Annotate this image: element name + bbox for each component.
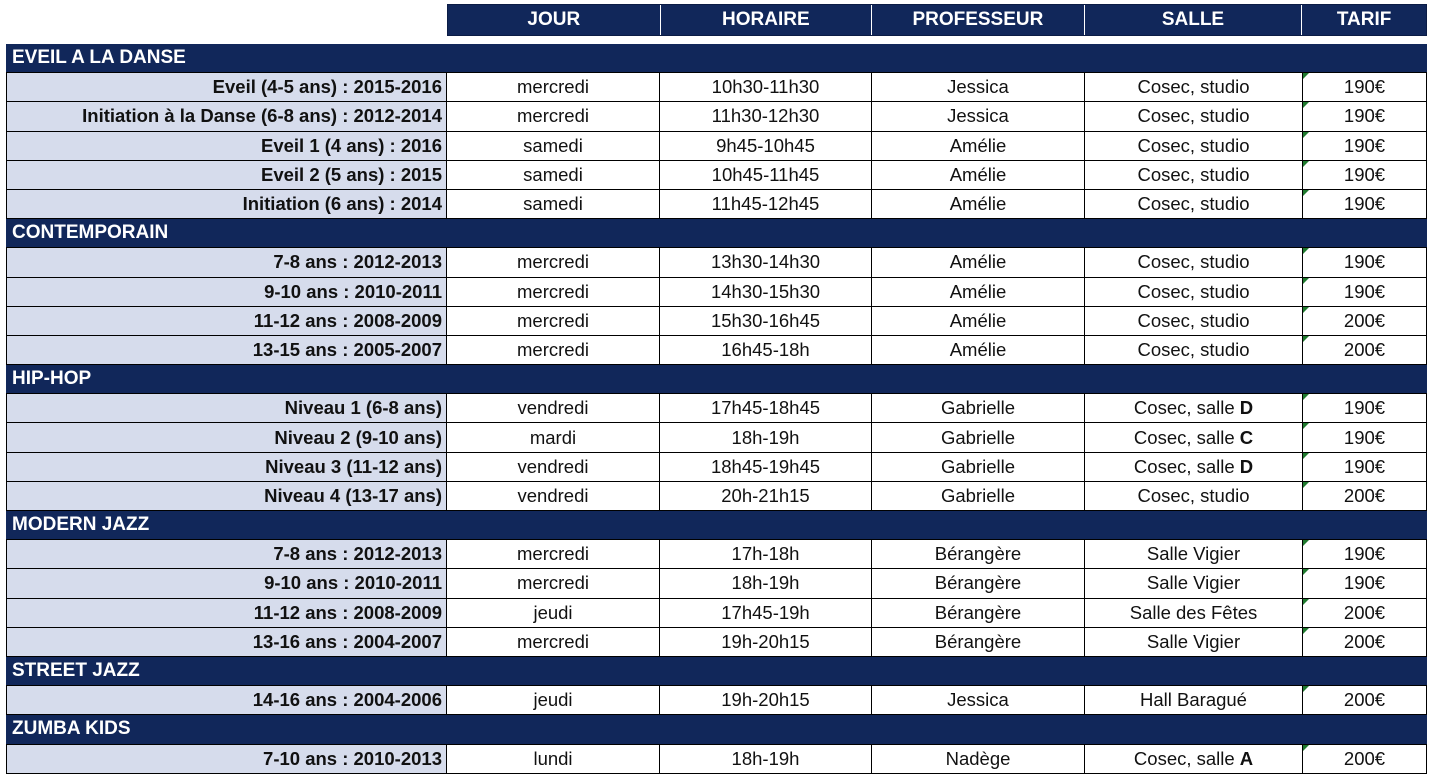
table-row [6, 132, 1427, 161]
horaire-cell: 19h-20h15 [660, 686, 872, 714]
salle-text: Salle des Fêtes [1129, 601, 1258, 623]
class-label-cell: Niveau 2 (9-10 ans) [6, 423, 447, 451]
horaire-cell: 16h45-18h [660, 336, 872, 364]
salle-text: Cosec, studio [1137, 193, 1250, 215]
jour-cell: mercredi [447, 102, 660, 130]
table-row [6, 278, 1427, 307]
section-header: MODERN JAZZ [6, 511, 1427, 540]
professeur-cell: Amélie [872, 132, 1085, 160]
tarif-cell: 190€ [1303, 569, 1427, 597]
section-header: ZUMBA KIDS [6, 715, 1427, 744]
salle-text: Salle Vigier [1146, 572, 1241, 594]
tarif-cell: 190€ [1303, 248, 1427, 276]
jour-cell: lundi [447, 745, 660, 773]
jour-cell: samedi [447, 190, 660, 218]
table-row [6, 73, 1427, 102]
table-row [6, 161, 1427, 190]
salle-text: Cosec, studio [1137, 134, 1250, 156]
class-label-cell: Initiation (6 ans) : 2014 [6, 190, 447, 218]
jour-cell: mercredi [447, 569, 660, 597]
salle-text: Salle Vigier [1146, 543, 1241, 565]
salle-cell [1085, 102, 1303, 130]
salle-cell [1085, 161, 1303, 189]
tarif-cell: 200€ [1303, 336, 1427, 364]
professeur-cell: Jessica [872, 102, 1085, 130]
section-header: EVEIL A LA DANSE [6, 44, 1427, 73]
tarif-cell: 190€ [1303, 278, 1427, 306]
salle-cell [1085, 248, 1303, 276]
jour-cell: mercredi [447, 248, 660, 276]
class-label-cell: Niveau 4 (13-17 ans) [6, 482, 447, 510]
salle-code: D [1239, 397, 1254, 419]
header-tarif: TARIF [1336, 9, 1392, 30]
salle-cell [1085, 482, 1303, 510]
tarif-cell: 190€ [1303, 161, 1427, 189]
professeur-cell: Jessica [872, 686, 1085, 714]
horaire-cell: 18h45-19h45 [660, 453, 872, 481]
section-header: CONTEMPORAIN [6, 219, 1427, 248]
salle-cell [1085, 73, 1303, 101]
class-label-cell: 7-8 ans : 2012-2013 [6, 248, 447, 276]
professeur-cell: Amélie [872, 336, 1085, 364]
horaire-cell: 11h30-12h30 [660, 102, 872, 130]
professeur-cell: Amélie [872, 278, 1085, 306]
professeur-cell: Bérangère [872, 569, 1085, 597]
jour-cell: samedi [447, 161, 660, 189]
professeur-cell: Amélie [872, 248, 1085, 276]
salle-text: Cosec, salle [1133, 426, 1235, 448]
professeur-cell: Bérangère [872, 599, 1085, 627]
table-row [6, 336, 1427, 365]
horaire-cell: 14h30-15h30 [660, 278, 872, 306]
professeur-cell: Amélie [872, 190, 1085, 218]
header-professeur: PROFESSEUR [872, 5, 1085, 35]
jour-cell: vendredi [447, 394, 660, 422]
jour-cell: jeudi [447, 686, 660, 714]
horaire-cell: 10h30-11h30 [660, 73, 872, 101]
table-row [6, 628, 1427, 657]
jour-cell: jeudi [447, 599, 660, 627]
salle-cell [1085, 423, 1303, 451]
professeur-cell: Amélie [872, 307, 1085, 335]
salle-cell [1085, 132, 1303, 160]
salle-cell [1085, 540, 1303, 568]
class-label-cell: 11-12 ans : 2008-2009 [6, 307, 447, 335]
tarif-cell: 190€ [1303, 102, 1427, 130]
jour-cell: mercredi [447, 628, 660, 656]
horaire-cell: 17h45-18h45 [660, 394, 872, 422]
tarif-cell: 190€ [1303, 394, 1427, 422]
professeur-cell: Nadège [872, 745, 1085, 773]
professeur-cell: Bérangère [872, 540, 1085, 568]
table-row [6, 423, 1427, 452]
professeur-cell: Bérangère [872, 628, 1085, 656]
section-header: HIP-HOP [6, 365, 1427, 394]
header-jour: JOUR [448, 5, 661, 35]
salle-text: Hall Baragué [1140, 689, 1247, 711]
salle-cell [1085, 599, 1303, 627]
horaire-cell: 11h45-12h45 [660, 190, 872, 218]
class-label-cell: Initiation à la Danse (6-8 ans) : 2012-2014 [6, 102, 447, 130]
professeur-cell: Gabrielle [872, 482, 1085, 510]
class-label-cell: 7-8 ans : 2012-2013 [6, 540, 447, 568]
horaire-cell: 20h-21h15 [660, 482, 872, 510]
jour-cell: mercredi [447, 307, 660, 335]
horaire-cell: 13h30-14h30 [660, 248, 872, 276]
salle-cell [1085, 394, 1303, 422]
salle-code: C [1239, 426, 1254, 448]
professeur-cell: Gabrielle [872, 423, 1085, 451]
salle-text: Cosec, salle [1133, 455, 1235, 477]
class-label-cell: 13-16 ans : 2004-2007 [6, 628, 447, 656]
tarif-cell: 200€ [1303, 599, 1427, 627]
table-row [6, 599, 1427, 628]
table-row [6, 102, 1427, 131]
class-label-cell: Niveau 1 (6-8 ans) [6, 394, 447, 422]
header-salle: SALLE [1085, 5, 1303, 35]
tarif-cell: 200€ [1303, 686, 1427, 714]
horaire-cell: 18h-19h [660, 569, 872, 597]
header-horaire: HORAIRE [661, 5, 873, 35]
jour-cell: vendredi [447, 482, 660, 510]
salle-text: Cosec, studio [1137, 484, 1250, 506]
salle-text: Cosec, studio [1137, 76, 1250, 98]
horaire-cell: 17h45-19h [660, 599, 872, 627]
class-label-cell: 9-10 ans : 2010-2011 [6, 569, 447, 597]
horaire-cell: 19h-20h15 [660, 628, 872, 656]
table-row [6, 540, 1427, 569]
salle-code: A [1239, 747, 1254, 769]
class-label-cell: 14-16 ans : 2004-2006 [6, 686, 447, 714]
class-label-cell: 13-15 ans : 2005-2007 [6, 336, 447, 364]
salle-text: Cosec, salle [1133, 397, 1235, 419]
jour-cell: mercredi [447, 278, 660, 306]
tarif-cell: 190€ [1303, 423, 1427, 451]
tarif-cell: 200€ [1303, 628, 1427, 656]
class-label-cell: 11-12 ans : 2008-2009 [6, 599, 447, 627]
salle-text: Cosec, studio [1137, 163, 1250, 185]
column-header-bar [447, 4, 1427, 36]
class-label-cell: 7-10 ans : 2010-2013 [6, 745, 447, 773]
table-row [6, 394, 1427, 423]
jour-cell: vendredi [447, 453, 660, 481]
professeur-cell: Gabrielle [872, 394, 1085, 422]
tarif-cell: 190€ [1303, 73, 1427, 101]
salle-cell [1085, 745, 1303, 773]
jour-cell: mercredi [447, 73, 660, 101]
class-label-cell: 9-10 ans : 2010-2011 [6, 278, 447, 306]
jour-cell: mercredi [447, 540, 660, 568]
horaire-cell: 10h45-11h45 [660, 161, 872, 189]
table-row [6, 307, 1427, 336]
horaire-cell: 18h-19h [660, 423, 872, 451]
salle-text: Cosec, salle [1133, 747, 1235, 769]
table-row [6, 745, 1427, 774]
salle-cell [1085, 569, 1303, 597]
table-row [6, 190, 1427, 219]
professeur-cell: Amélie [872, 161, 1085, 189]
salle-cell [1085, 278, 1303, 306]
salle-cell [1085, 336, 1303, 364]
tarif-cell: 190€ [1303, 540, 1427, 568]
salle-cell [1085, 307, 1303, 335]
table-row [6, 248, 1427, 277]
table-row [6, 482, 1427, 511]
class-label-cell: Eveil (4-5 ans) : 2015-2016 [6, 73, 447, 101]
class-label-cell: Niveau 3 (11-12 ans) [6, 453, 447, 481]
salle-text: Cosec, studio [1137, 280, 1250, 302]
professeur-cell: Gabrielle [872, 453, 1085, 481]
schedule-table [6, 44, 1427, 774]
salle-cell [1085, 453, 1303, 481]
professeur-cell: Jessica [872, 73, 1085, 101]
section-header: STREET JAZZ [6, 657, 1427, 686]
class-label-cell: Eveil 2 (5 ans) : 2015 [6, 161, 447, 189]
salle-text: Cosec, studio [1137, 338, 1250, 360]
tarif-cell: 190€ [1303, 132, 1427, 160]
tarif-cell: 200€ [1303, 745, 1427, 773]
tarif-cell: 200€ [1303, 307, 1427, 335]
tarif-cell: 190€ [1303, 190, 1427, 218]
salle-cell [1085, 628, 1303, 656]
salle-text: Salle Vigier [1146, 630, 1241, 652]
table-row [6, 686, 1427, 715]
horaire-cell: 18h-19h [660, 745, 872, 773]
salle-cell [1085, 686, 1303, 714]
jour-cell: samedi [447, 132, 660, 160]
tarif-cell: 190€ [1303, 453, 1427, 481]
jour-cell: mardi [447, 423, 660, 451]
horaire-cell: 17h-18h [660, 540, 872, 568]
tarif-cell: 200€ [1303, 482, 1427, 510]
salle-code: D [1239, 455, 1254, 477]
salle-text: Cosec, studio [1137, 251, 1250, 273]
class-label-cell: Eveil 1 (4 ans) : 2016 [6, 132, 447, 160]
salle-cell [1085, 190, 1303, 218]
salle-text: Cosec, studio [1137, 105, 1250, 127]
jour-cell: mercredi [447, 336, 660, 364]
horaire-cell: 9h45-10h45 [660, 132, 872, 160]
salle-text: Cosec, studio [1137, 309, 1250, 331]
horaire-cell: 15h30-16h45 [660, 307, 872, 335]
table-row [6, 569, 1427, 598]
table-row [6, 453, 1427, 482]
